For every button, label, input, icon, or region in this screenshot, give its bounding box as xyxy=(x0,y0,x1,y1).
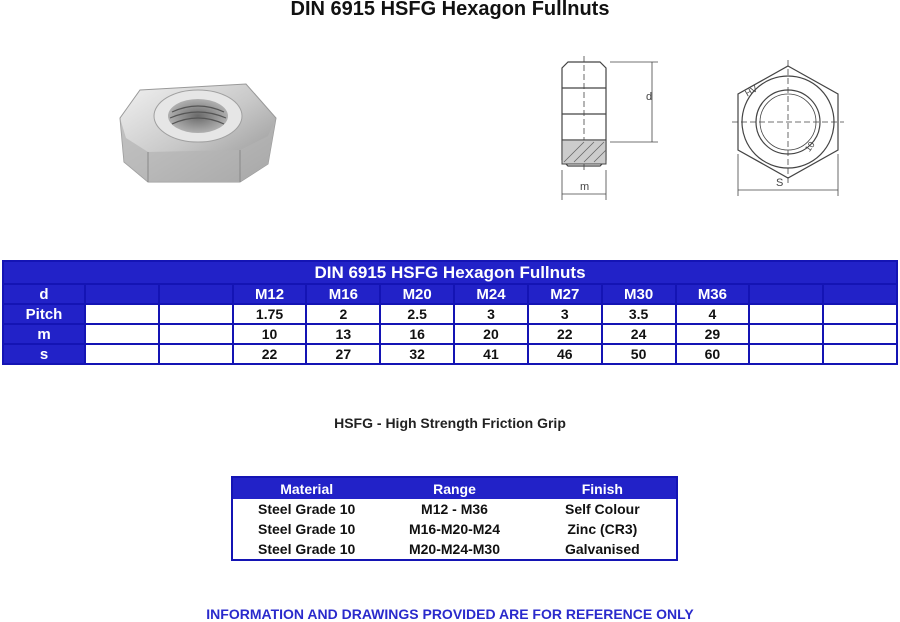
column-header-finish: Finish xyxy=(529,477,677,499)
label-10: 10 xyxy=(802,139,817,154)
table-cell: Self Colour xyxy=(564,501,640,517)
row-label: s xyxy=(3,344,85,364)
table-cell xyxy=(85,344,159,364)
table-cell: Galvanised xyxy=(564,541,640,557)
label-hv: HV xyxy=(743,83,760,99)
table-cell: 22 xyxy=(233,344,307,364)
table-cell: 41 xyxy=(454,344,528,364)
table-cell xyxy=(749,304,823,324)
table-cell: 46 xyxy=(528,344,602,364)
table-cell: 16 xyxy=(380,324,454,344)
table-cell: M30 xyxy=(602,284,676,304)
table-row-d xyxy=(3,284,897,304)
dimension-table xyxy=(2,260,898,365)
table-cell xyxy=(823,304,897,324)
table-cell: M27 xyxy=(528,284,602,304)
table-cell: M16-M20-M24 xyxy=(408,521,500,537)
table-cell: 2.5 xyxy=(380,304,454,324)
table-cell: 2 xyxy=(306,304,380,324)
table-cell xyxy=(159,284,233,304)
table-cell xyxy=(823,344,897,364)
table-cell: Steel Grade 10 xyxy=(258,541,356,557)
table-row-m xyxy=(3,324,897,344)
table-cell: 3 xyxy=(454,304,528,324)
row-label: Pitch xyxy=(3,304,85,324)
table-cell xyxy=(823,284,897,304)
table-cell: 29 xyxy=(676,324,750,344)
table-cell: 24 xyxy=(602,324,676,344)
table-cell xyxy=(823,324,897,344)
table-cell xyxy=(159,304,233,324)
table-cell xyxy=(749,284,823,304)
table-cell: M16 xyxy=(306,284,380,304)
table-row xyxy=(232,539,677,560)
table-cell: Steel Grade 10 xyxy=(258,501,356,517)
hex-nut-photo xyxy=(118,78,278,188)
table-cell xyxy=(749,324,823,344)
table-row-pitch xyxy=(3,304,897,324)
table-cell: M20 xyxy=(380,284,454,304)
subtitle: HSFG - High Strength Friction Grip xyxy=(334,415,566,431)
column-header-material: Material xyxy=(232,477,380,499)
table-cell: 1.75 xyxy=(233,304,307,324)
column-header-range: Range xyxy=(380,477,528,499)
label-m: m xyxy=(580,181,590,193)
table-cell xyxy=(85,324,159,344)
disclaimer-footer: INFORMATION AND DRAWINGS PROVIDED ARE FOR REFERENCE ONLY xyxy=(206,606,694,622)
table-cell: 3 xyxy=(528,304,602,324)
material-table xyxy=(231,476,678,561)
table-cell: M36 xyxy=(676,284,750,304)
table-cell xyxy=(85,284,159,304)
table-cell: M20-M24-M30 xyxy=(408,541,500,557)
row-label: d xyxy=(3,284,85,304)
table-cell: 60 xyxy=(676,344,750,364)
label-s: S xyxy=(776,177,784,189)
table-cell: M24 xyxy=(454,284,528,304)
table-cell: 22 xyxy=(528,324,602,344)
table-row xyxy=(232,519,677,539)
label-d: d xyxy=(646,91,653,103)
table-cell: Zinc (CR3) xyxy=(567,521,638,537)
table-cell: 32 xyxy=(380,344,454,364)
table-cell xyxy=(159,344,233,364)
table-cell: 10 xyxy=(233,324,307,344)
material-header-row xyxy=(232,477,677,499)
table-cell: 3.5 xyxy=(602,304,676,324)
table-cell: 50 xyxy=(602,344,676,364)
table-cell xyxy=(749,344,823,364)
page-title: DIN 6915 HSFG Hexagon Fullnuts xyxy=(290,0,610,20)
table-cell xyxy=(85,304,159,324)
top-view-drawing xyxy=(718,56,858,206)
side-view-drawing xyxy=(548,52,668,207)
row-label: m xyxy=(3,324,85,344)
table-row xyxy=(232,499,677,519)
table-cell: 13 xyxy=(306,324,380,344)
table-cell: 27 xyxy=(306,344,380,364)
table-cell: Steel Grade 10 xyxy=(258,521,356,537)
table-cell: M12 xyxy=(233,284,307,304)
table-cell: 4 xyxy=(676,304,750,324)
table-cell xyxy=(159,324,233,344)
table-cell: 20 xyxy=(454,324,528,344)
table-cell: M12 - M36 xyxy=(421,501,488,517)
dimension-table-title: DIN 6915 HSFG Hexagon Fullnuts xyxy=(3,261,897,284)
table-row-s xyxy=(3,344,897,364)
